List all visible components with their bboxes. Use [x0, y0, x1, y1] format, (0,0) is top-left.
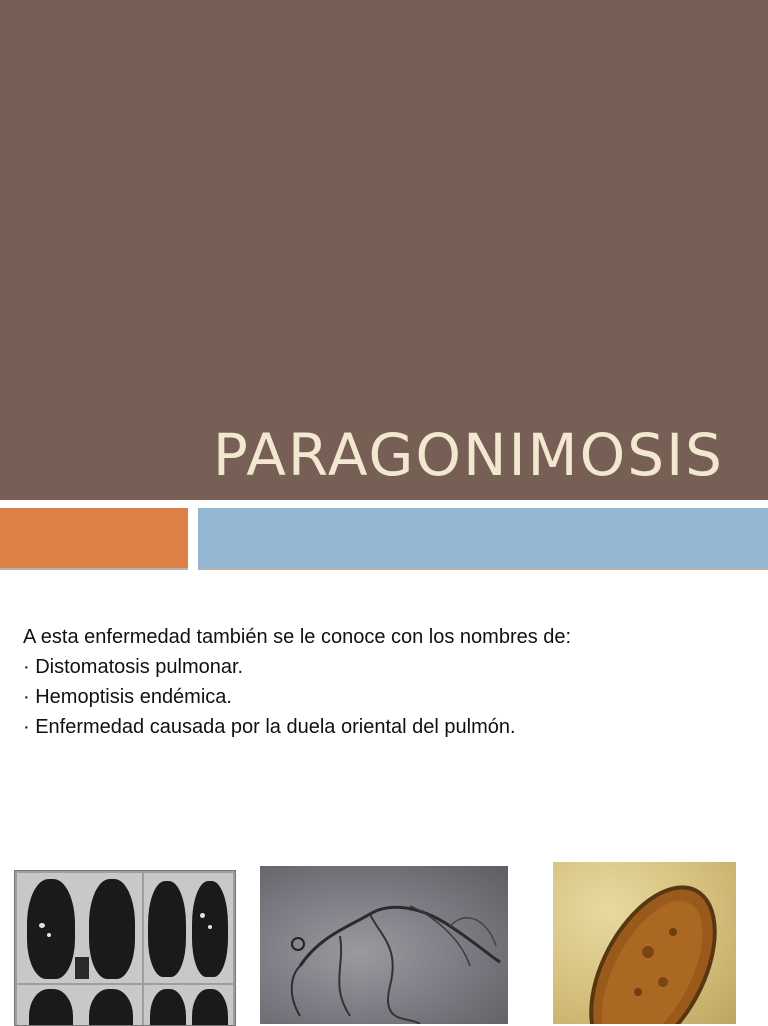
accent-bar-blue: [198, 508, 768, 570]
accent-bar-orange: [0, 508, 188, 570]
slide-body: [23, 622, 743, 742]
alternate-names-list: [23, 652, 743, 742]
intro-text: A esta enfermedad también se le conoce con los nombres de:: [23, 626, 572, 648]
title-block: [0, 0, 768, 500]
chest-ct-scan-image: [14, 870, 236, 1026]
list-item: · Enfermedad causada por la duela oriental del pulmón.: [23, 712, 743, 742]
list-item: · Distomatosis pulmonar.: [23, 652, 743, 682]
list-item: · Hemoptisis endémica.: [23, 682, 743, 712]
angiography-image: [260, 866, 508, 1024]
paragonimus-egg-micrograph: [553, 862, 736, 1024]
slide-title: PARAGONIMOSIS: [212, 421, 724, 489]
